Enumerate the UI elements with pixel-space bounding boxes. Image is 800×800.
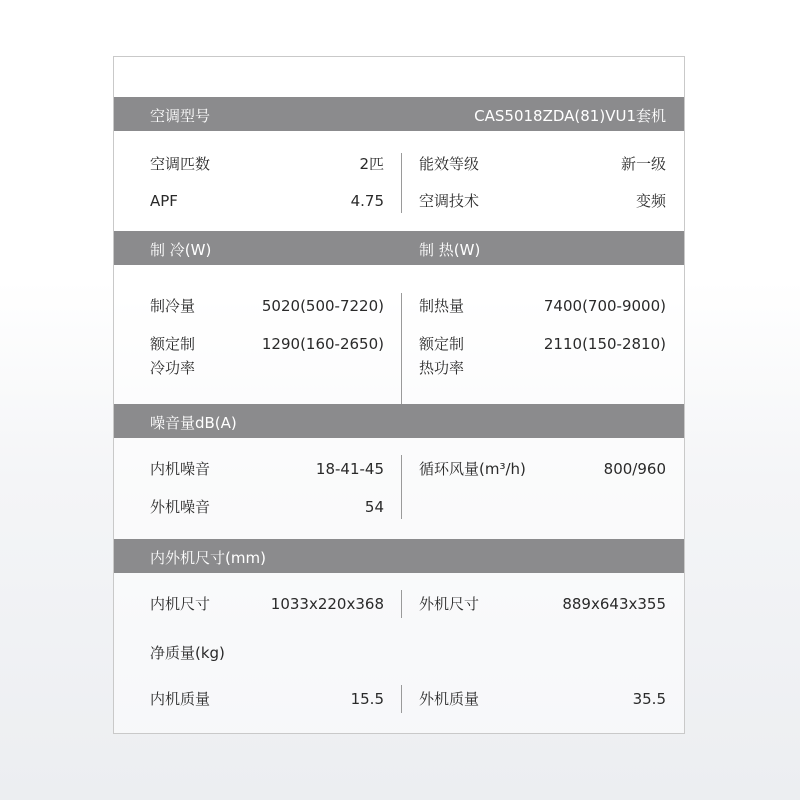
indoor-noise-label: 内机噪音 xyxy=(150,460,211,478)
heating-power-label-line2: 热功率 xyxy=(419,359,465,377)
outdoor-weight-label: 外机质量 xyxy=(419,690,480,708)
dimensions-header: 内外机尺寸(mm) xyxy=(150,549,266,567)
cooling-power-value: 1290(160-2650) xyxy=(261,335,384,353)
cooling-capacity-value: 5020(500-7220) xyxy=(261,297,384,315)
hp-label: 空调匹数 xyxy=(150,155,211,173)
cooling-power-label-line2: 冷功率 xyxy=(150,359,196,377)
airflow-value: 800/960 xyxy=(603,460,666,478)
column-divider xyxy=(401,455,402,519)
outdoor-noise-label: 外机噪音 xyxy=(150,498,211,516)
cooling-power-label-line1: 额定制 xyxy=(150,335,196,353)
net-weight-header: 净质量(kg) xyxy=(150,644,225,662)
indoor-weight-label: 内机质量 xyxy=(150,690,211,708)
heating-header: 制 热(W) xyxy=(419,241,481,259)
outdoor-noise-value: 54 xyxy=(364,498,384,516)
outdoor-size-value: 889x643x355 xyxy=(562,595,666,613)
cooling-capacity-label: 制冷量 xyxy=(150,297,196,315)
dimensions-header-bar xyxy=(114,539,684,573)
noise-header-bar xyxy=(114,404,684,438)
column-divider xyxy=(401,153,402,213)
apf-label: APF xyxy=(150,192,178,210)
cooling-header: 制 冷(W) xyxy=(150,241,212,259)
heating-power-value: 2110(150-2810) xyxy=(543,335,666,353)
energy-label: 能效等级 xyxy=(419,155,480,173)
outdoor-weight-value: 35.5 xyxy=(632,690,666,708)
indoor-weight-value: 15.5 xyxy=(350,690,384,708)
noise-header: 噪音量dB(A) xyxy=(150,414,237,432)
indoor-size-value: 1033x220x368 xyxy=(270,595,384,613)
hp-value: 2匹 xyxy=(359,155,384,173)
energy-value: 新一级 xyxy=(620,155,666,173)
tech-value: 变频 xyxy=(635,192,666,210)
column-divider xyxy=(401,685,402,713)
heating-capacity-label: 制热量 xyxy=(419,297,465,315)
model-header-bar xyxy=(114,97,684,131)
model-label: 空调型号 xyxy=(150,107,211,125)
column-divider xyxy=(401,590,402,618)
indoor-size-label: 内机尺寸 xyxy=(150,595,211,613)
indoor-noise-value: 18-41-45 xyxy=(315,460,384,478)
cool-heat-header-bar xyxy=(114,231,684,265)
heating-power-label-line1: 额定制 xyxy=(419,335,465,353)
spec-card xyxy=(113,56,685,734)
apf-value: 4.75 xyxy=(350,192,384,210)
outdoor-size-label: 外机尺寸 xyxy=(419,595,480,613)
heating-capacity-value: 7400(700-9000) xyxy=(543,297,666,315)
model-value: CAS5018ZDA(81)VU1套机 xyxy=(474,107,666,125)
tech-label: 空调技术 xyxy=(419,192,480,210)
airflow-label: 循环风量(m³/h) xyxy=(419,460,526,478)
column-divider xyxy=(401,293,402,411)
